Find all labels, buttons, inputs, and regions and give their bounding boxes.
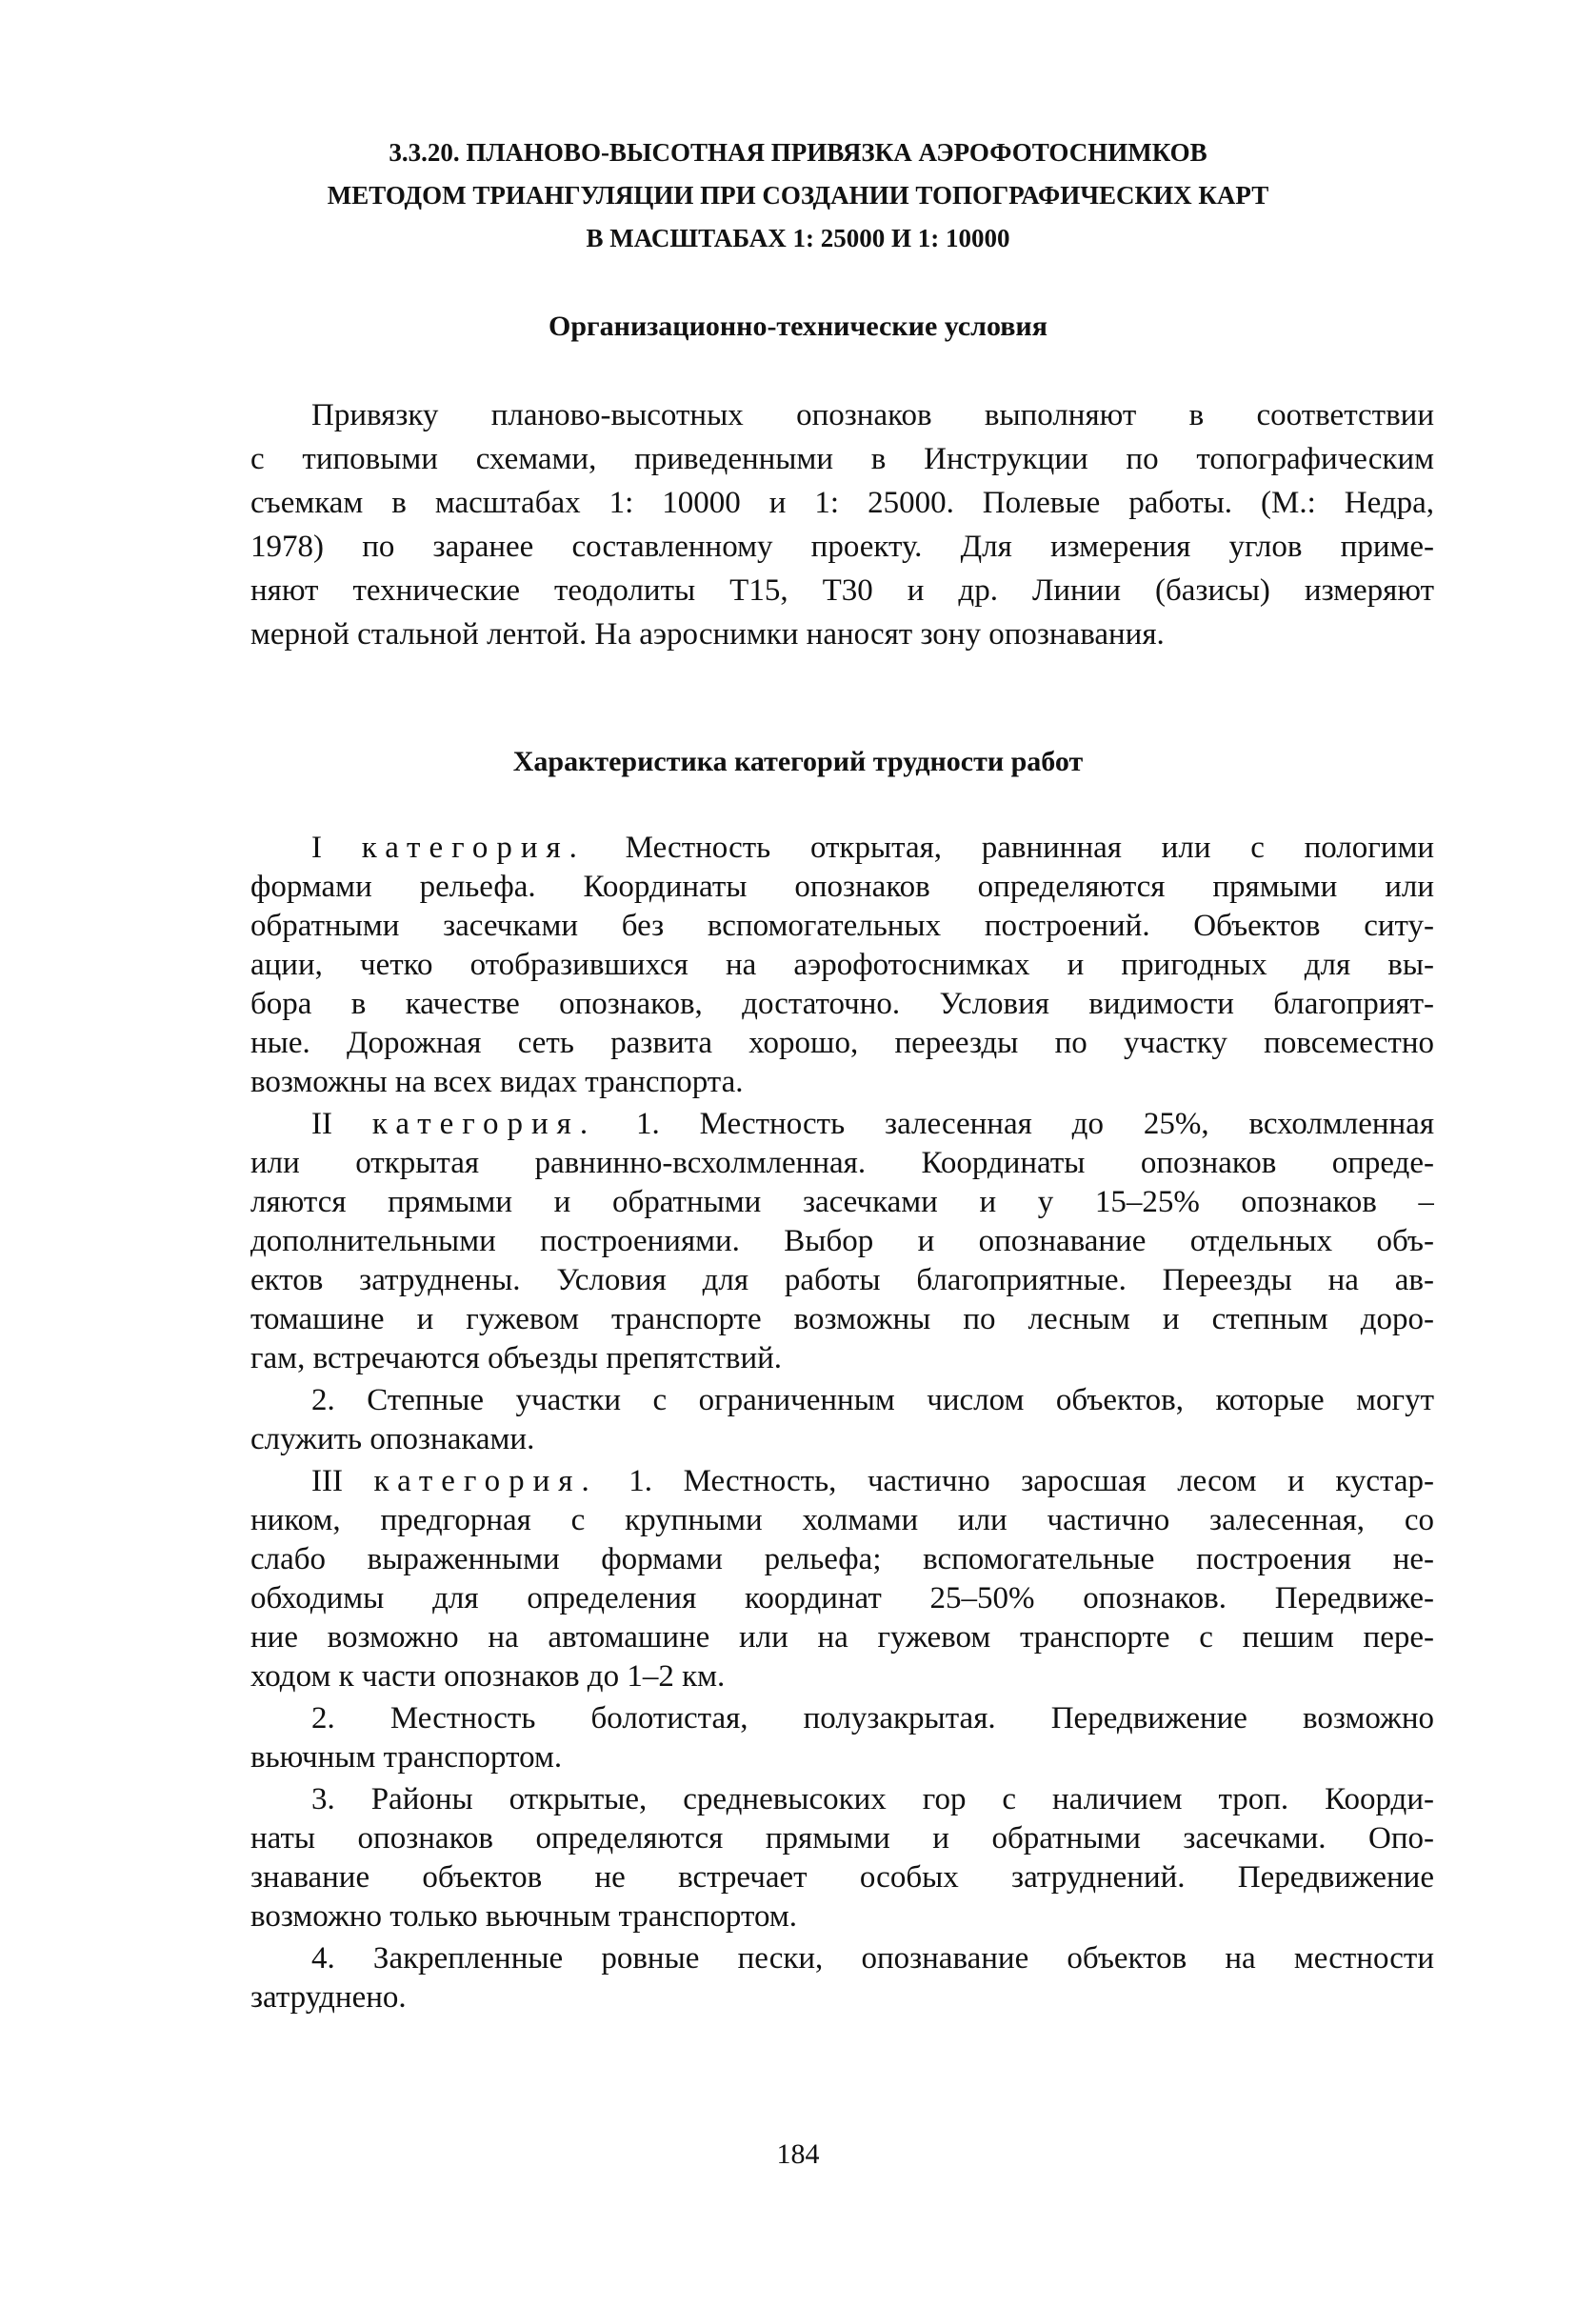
category-paragraph <box>250 1780 1434 1936</box>
text-line: вьючным транспортом. <box>250 1740 563 1775</box>
line-text: 1. Местность, частично заросшая лесом и кустар- <box>628 1464 1434 1498</box>
category-number: I <box>311 831 322 865</box>
page-number: 184 <box>776 2138 820 2170</box>
text-line: обходимы для определения координат 25–50% опознаков. Передвиже- <box>250 1581 1434 1615</box>
text-line <box>250 1105 1434 1144</box>
text-line: 3. Районы открытые, средневысоких гор с наличием троп. Коорди- <box>311 1782 1434 1816</box>
category-paragraph <box>250 1381 1434 1459</box>
text-line: 4. Закрепленные ровные пески, опознавание объектов на местности <box>311 1941 1434 1976</box>
text-line: ектов затруднены. Условия для работы благоприятные. Переезды на ав- <box>250 1263 1434 1297</box>
text-line: или открытая равнинно-всхолмленная. Координаты опознаков опреде- <box>250 1146 1434 1180</box>
text-line: 2. Местность болотистая, полузакрытая. Передвижение возможно <box>311 1701 1434 1735</box>
categories-text <box>250 829 1434 2017</box>
text-line: мерной стальной лентой. На аэроснимки наносят зону опознавания. <box>250 617 1165 652</box>
text-line: обратными засечками без вспомогательных построений. Объектов ситу- <box>250 909 1434 943</box>
text-line: знавание объектов не встречает особых затруднений. Передвижение <box>250 1860 1434 1895</box>
category-paragraph <box>250 1939 1434 2017</box>
section-title <box>0 131 1596 260</box>
text-line: 2. Степные участки с ограниченным числом объектов, которые могут <box>311 1383 1434 1417</box>
category-paragraph <box>250 1462 1434 1696</box>
text-line: ляются прямыми и обратными засечками и у 15–25% опознаков – <box>250 1185 1434 1219</box>
text-line <box>250 829 1434 868</box>
heading-conditions: Организационно-технические условия <box>549 311 1047 342</box>
title-line: МЕТОДОМ ТРИАНГУЛЯЦИИ ПРИ СОЗДАНИИ ТОПОГРАФИЧЕСКИХ КАРТ <box>327 181 1269 210</box>
text-line: ние возможно на автомашине или на гужевом транспорте с пешим пере- <box>250 1620 1434 1655</box>
text-line: ации, четко отобразившихся на аэрофотоснимках и пригодных для вы- <box>250 948 1434 982</box>
text-line: ходом к части опознаков до 1–2 км. <box>250 1659 726 1694</box>
text-line: няют технические теодолиты Т15, Т30 и др. Линии (базисы) измеряют <box>250 573 1434 608</box>
category-paragraph <box>250 1105 1434 1378</box>
title-line: В МАСШТАБАХ 1: 25000 И 1: 10000 <box>586 224 1010 252</box>
line-text: Местность открытая, равнинная или с пологими <box>625 831 1434 865</box>
category-word: категория. <box>361 831 586 865</box>
category-number: III <box>311 1464 343 1498</box>
heading-categories: Характеристика категорий трудности работ <box>512 746 1084 777</box>
text-line: 1978) по заранее составленному проекту. Для измерения углов приме- <box>250 530 1434 564</box>
text-line: дополнительными построениями. Выбор и опознавание отдельных объ- <box>250 1224 1434 1258</box>
category-paragraph <box>250 1699 1434 1777</box>
text-line: формами рельефа. Координаты опознаков определяются прямыми или <box>250 870 1434 904</box>
text-line: возможно только вьючным транспортом. <box>250 1899 797 1934</box>
text-line: затруднено. <box>250 1980 407 2015</box>
text-line: съемкам в масштабах 1: 10000 и 1: 25000. Полевые работы. (М.: Недра, <box>250 486 1434 520</box>
text-line: томашине и гужевом транспорте возможны по лесным и степным доро- <box>250 1302 1434 1336</box>
text-line: гам, встречаются объезды препятствий. <box>250 1341 783 1375</box>
text-line <box>250 1462 1434 1501</box>
text-line: ные. Дорожная сеть развита хорошо, переезды по участку повсеместно <box>250 1026 1434 1060</box>
line-text: 1. Местность залесенная до 25%, всхолмленная <box>635 1107 1434 1141</box>
text-line: наты опознаков определяются прямыми и обратными засечками. Опо- <box>250 1821 1434 1856</box>
category-number: II <box>311 1107 332 1141</box>
text-line: возможны на всех видах транспорта. <box>250 1065 744 1099</box>
text-line: ником, предгорная с крупными холмами или частично залесенная, со <box>250 1503 1434 1537</box>
text-line: слабо выраженными формами рельефа; вспомогательные построения не- <box>250 1542 1434 1576</box>
category-word: категория. <box>373 1464 598 1498</box>
text-line: бора в качестве опознаков, достаточно. Условия видимости благоприят- <box>250 987 1434 1021</box>
text-line: с типовыми схемами, приведенными в Инструкции по топографическим <box>250 442 1434 476</box>
category-word: категория. <box>371 1107 597 1141</box>
text-line: Привязку планово-высотных опознаков выполняют в соответствии <box>311 398 1434 432</box>
text-line: служить опознаками. <box>250 1422 535 1456</box>
category-paragraph <box>250 829 1434 1102</box>
title-line: 3.3.20. ПЛАНОВО-ВЫСОТНАЯ ПРИВЯЗКА АЭРОФОТОСНИМКОВ <box>389 138 1207 167</box>
paragraph-conditions <box>250 393 1434 656</box>
